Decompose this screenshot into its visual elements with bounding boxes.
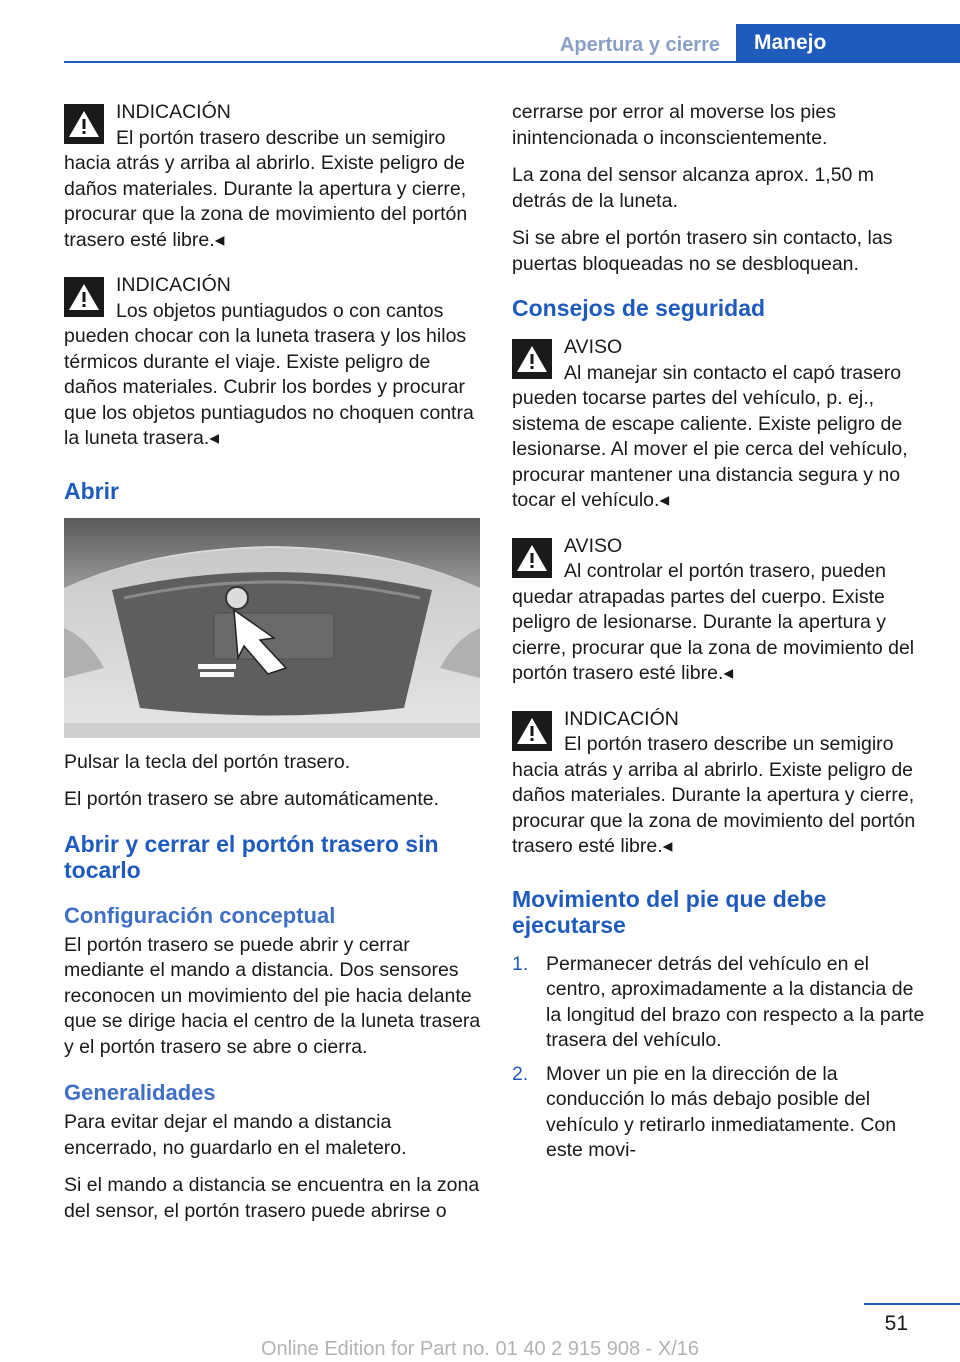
warning-triangle-icon bbox=[512, 711, 552, 751]
footer-edition: Online Edition for Part no. 01 40 2 915 908 - X/16 bbox=[260, 1338, 700, 1360]
text-continuacion: cerrarse por error al moverse los pies inintencionada o inconscientemente. bbox=[512, 101, 837, 149]
heading-consejos: Consejos de seguridad bbox=[512, 295, 766, 321]
heading-configuracion: Configuración conceptual bbox=[64, 902, 336, 928]
list-item bbox=[512, 1062, 932, 1164]
notice-text: El portón trasero describe un semigiro hacia atrás y arriba al abrirlo. Existe peligro de daños materiales. Durante la apertura y cierre, procurar que la zona de movimiento del portón trasero esté libre.◂ bbox=[512, 733, 916, 857]
text-generalidades-1: Para evitar dejar el mando a distancia encerrado, no guardarlo en el maletero. bbox=[64, 1111, 407, 1159]
heading-sin-tocar: Abrir y cerrar el portón trasero sin tocarlo bbox=[64, 830, 439, 883]
notice-title: INDICACIÓN bbox=[564, 707, 679, 730]
notice-indicacion-1 bbox=[64, 100, 484, 253]
heading-generalidades: Generalidades bbox=[64, 1080, 216, 1105]
footer-rule bbox=[864, 1303, 960, 1305]
step-text: Permanecer detrás del vehículo en el centro, aproximadamente a la distancia de la longitud del brazo con respecto a la parte trasera del vehículo. bbox=[546, 952, 925, 1051]
text-generalidades-2: Si el mando a distancia se encuentra en la zona del sensor, el portón trasero puede abrirse o bbox=[64, 1174, 480, 1222]
header-chapter-tab: Manejo bbox=[736, 24, 960, 62]
text-configuracion: El portón trasero se puede abrir y cerrar mediante el mando a distancia. Dos sensores reconocen un movimiento del pie hacia delante que se dirige hacia el centro de la luneta trasera y el portón trasero se abre o cierra. bbox=[64, 933, 481, 1058]
header-rule bbox=[64, 61, 960, 63]
notice-text: Los objetos puntiagudos o con cantos pueden chocar con la luneta trasera y los hilos térmicos durante el viaje. Existe peligro de daños materiales. Cubrir los bordes y procurar que los objetos puntiagudos no choquen contra la luneta trasera.◂ bbox=[64, 299, 474, 449]
heading-abrir: Abrir bbox=[64, 477, 119, 504]
warning-triangle-icon bbox=[512, 339, 552, 379]
notice-indicacion-3 bbox=[512, 707, 932, 860]
notice-aviso-2 bbox=[512, 534, 932, 687]
step-number: 2. bbox=[512, 1062, 529, 1085]
notice-title: AVISO bbox=[564, 534, 623, 557]
notice-indicacion-2 bbox=[64, 273, 484, 452]
notice-text: Al controlar el portón trasero, pueden quedar atrapadas partes del cuerpo. Existe peligro de lesionarse. Durante la apertura y cierre, procurar que la zona de movimiento del portón trasero esté libre.◂ bbox=[512, 560, 915, 684]
warning-triangle-icon bbox=[64, 104, 104, 144]
notice-text: Al manejar sin contacto el capó trasero pueden tocarse partes del vehículo, p. ej., sistema de escape caliente. Existe peligro de lesionarse. Al mover el pie cerca del vehículo, procurar mantener una distancia segura y no tocar el vehículo.◂ bbox=[512, 361, 908, 511]
right-column bbox=[512, 100, 932, 1172]
notice-aviso-1 bbox=[512, 335, 932, 514]
text-zona-sensor: La zona del sensor alcanza aprox. 1,50 m detrás de la luneta. bbox=[512, 164, 875, 212]
text-pulsar: Pulsar la tecla del portón trasero. bbox=[64, 750, 351, 773]
warning-triangle-icon bbox=[64, 277, 104, 317]
steps-list bbox=[512, 952, 932, 1164]
notice-text: El portón trasero describe un semigiro hacia atrás y arriba al abrirlo. Existe peligro de daños materiales. Durante la apertura y cierre, procurar que la zona de movimiento del portón trasero esté libre.◂ bbox=[64, 126, 468, 251]
notice-title: INDICACIÓN bbox=[116, 101, 231, 123]
notice-title: AVISO bbox=[564, 336, 623, 358]
heading-movimiento: Movimiento del pie que debe ejecutarse bbox=[512, 885, 827, 938]
text-abre-auto: El portón trasero se abre automáticamente. bbox=[64, 788, 440, 810]
header-section-title: Apertura y cierre bbox=[559, 34, 720, 56]
page-number: 51 bbox=[884, 1312, 908, 1335]
warning-triangle-icon bbox=[512, 538, 552, 578]
step-number: 1. bbox=[512, 952, 529, 975]
step-text: Mover un pie en la dirección de la conducción lo más debajo posible del vehículo y retirarlo inmediatamente. Con este movi- bbox=[546, 1062, 897, 1161]
left-column bbox=[64, 100, 484, 1236]
text-sin-contacto: Si se abre el portón trasero sin contacto, las puertas bloqueadas no se desbloquean. bbox=[512, 227, 893, 275]
tailgate-figure bbox=[64, 518, 480, 738]
page-header bbox=[0, 0, 960, 64]
list-item bbox=[512, 952, 932, 1054]
notice-title: INDICACIÓN bbox=[116, 274, 231, 296]
